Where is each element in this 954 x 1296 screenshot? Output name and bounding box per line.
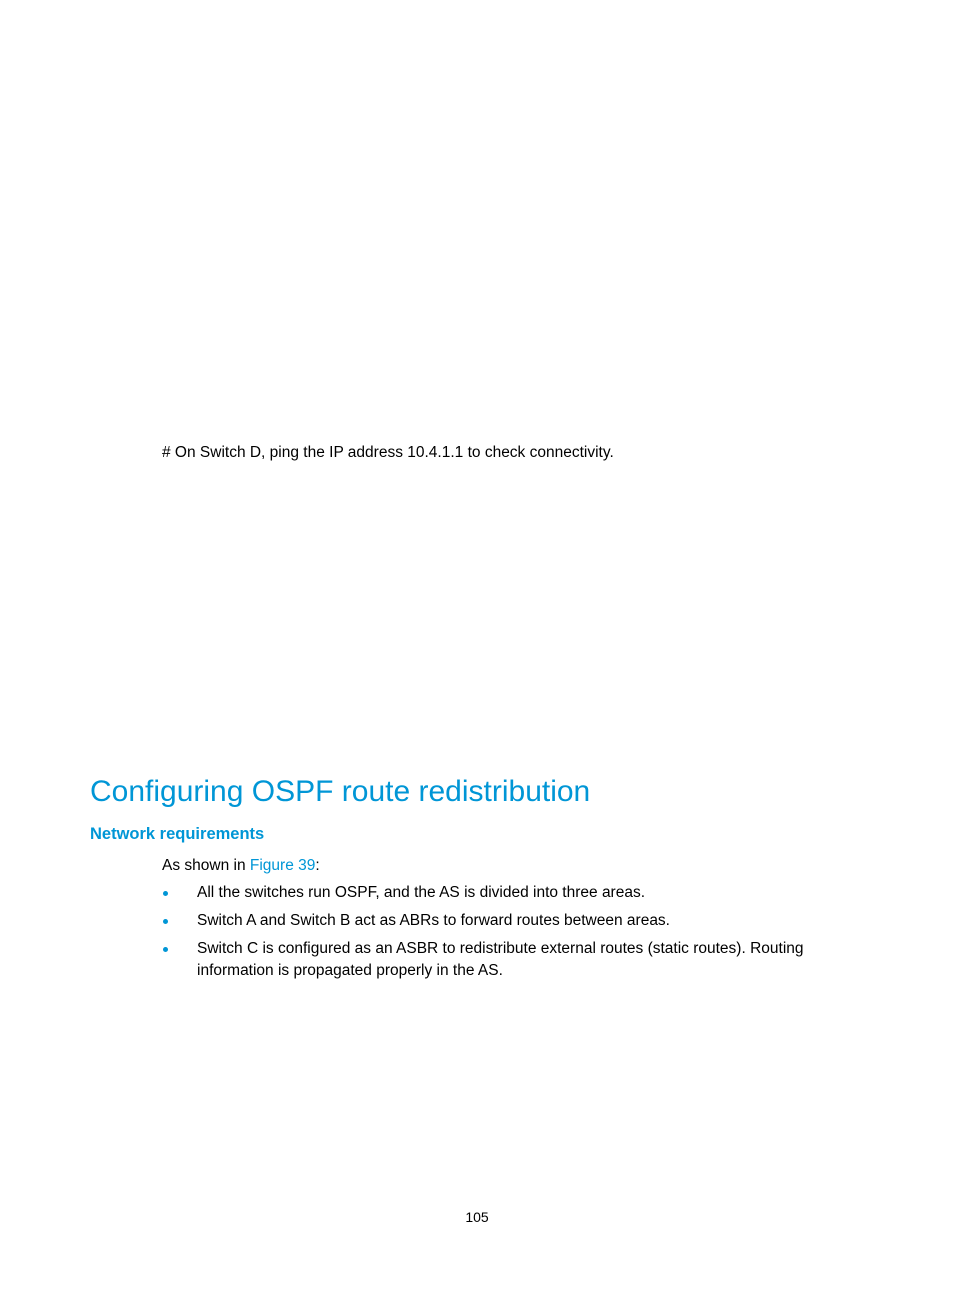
list-item: [162, 938, 872, 982]
list-item-text: Switch A and Switch B act as ABRs to forward routes between areas.: [197, 912, 670, 929]
section-title: Configuring OSPF route redistribution: [90, 775, 591, 808]
list-item-text: All the switches run OSPF, and the AS is divided into three areas.: [197, 884, 646, 901]
as-shown-prefix: As shown in: [162, 857, 250, 874]
bullet-icon: [163, 947, 168, 952]
bullet-icon: [163, 919, 168, 924]
list-item-text: Switch C is configured as an ASBR to redistribute external routes (static routes). Routing information is propagated properly in the AS.: [197, 940, 804, 979]
subsection-title: Network requirements: [90, 825, 265, 843]
as-shown-paragraph: [162, 855, 320, 877]
page-number: 105: [465, 1209, 489, 1225]
bullet-icon: [163, 891, 168, 896]
figure-39-link[interactable]: Figure 39: [249, 857, 316, 874]
as-shown-suffix: :: [315, 857, 320, 874]
intro-instruction: # On Switch D, ping the IP address 10.4.1.1 to check connectivity.: [162, 444, 614, 461]
requirements-list: [162, 882, 872, 988]
list-item: [162, 910, 872, 932]
list-item: [162, 882, 872, 904]
